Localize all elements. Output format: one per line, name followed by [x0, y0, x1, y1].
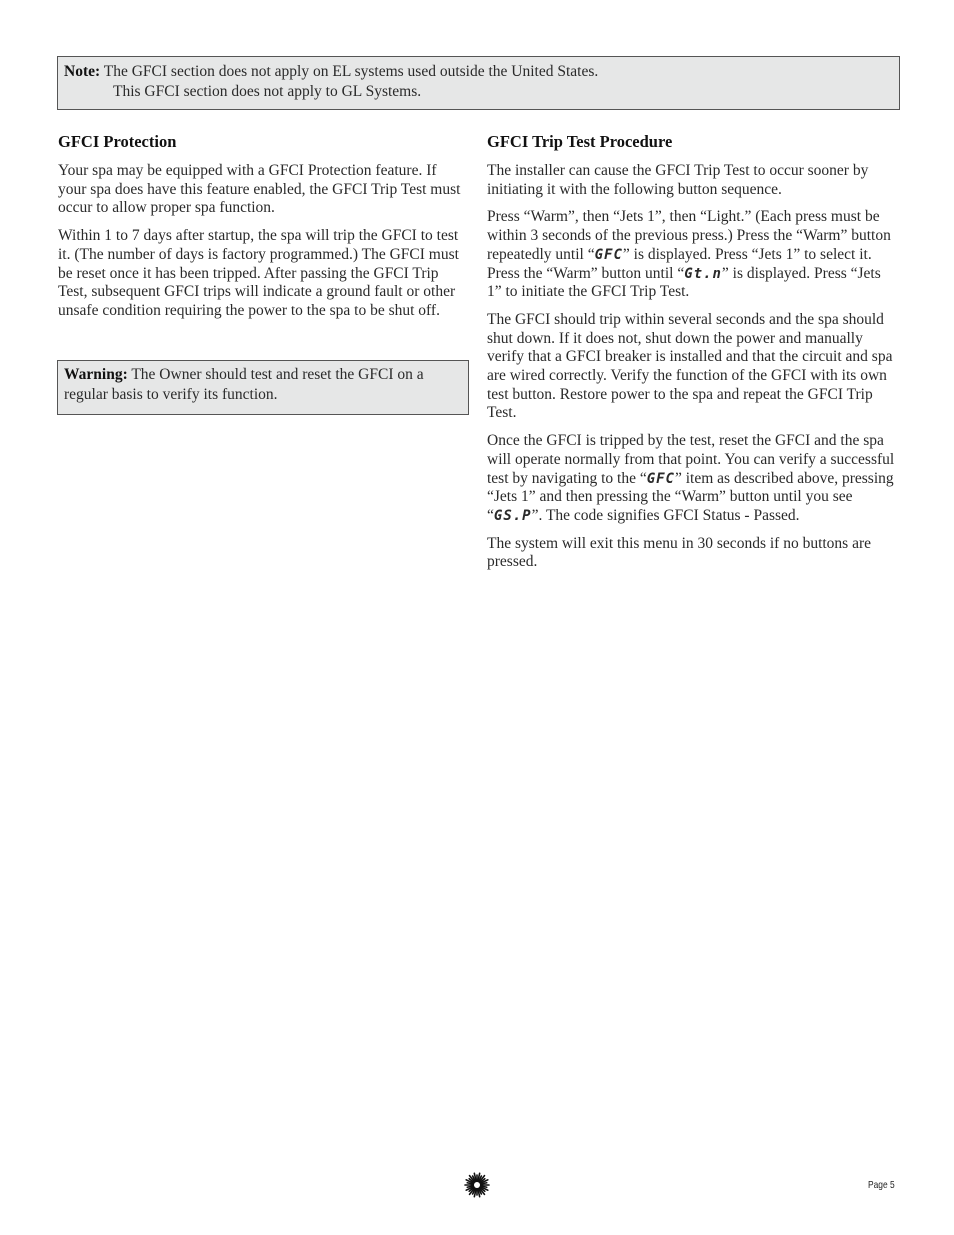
p4-part-c: ”. The code signifies GFCI Status - Passed. — [531, 506, 800, 524]
left-paragraph-1: Your spa may be equipped with a GFCI Protection feature. If your spa does have this feature enabled, the GFCI Trip Test must occur to allow proper spa function. — [58, 162, 461, 217]
sunburst-logo-icon — [464, 1172, 490, 1198]
right-paragraph-5: The system will exit this menu in 30 seconds if no buttons are pressed. — [487, 534, 872, 571]
lcd-code-gfc: GFC — [594, 246, 623, 263]
right-paragraph-2 — [487, 208, 897, 302]
p2-part-b: ” is displayed. Press “Jets 1” to select it. Press the “Warm” button until “ — [487, 245, 872, 282]
right-paragraph-3: The GFCI should trip within several seconds and the spa should shut down. If it does not, shut down the power and manually verify that a GFCI breaker is installed and that the circuit and spa are wired correctly. Verify the function of the GFCI with its own test button. Restore power to the spa and repeat the GFCI Trip Test. — [487, 310, 893, 422]
page-number: Page 5 — [868, 1179, 895, 1191]
left-column — [58, 132, 462, 330]
note-text-2: This GFCI section does not apply to GL Systems. — [113, 83, 422, 100]
right-column — [487, 132, 897, 581]
gfci-protection-heading: GFCI Protection — [58, 132, 177, 151]
trip-test-heading: GFCI Trip Test Procedure — [487, 132, 673, 151]
warning-label: Warning: — [64, 366, 128, 383]
warning-box — [57, 360, 469, 415]
note-line-1 — [64, 62, 893, 82]
note-label: Note: — [64, 63, 101, 80]
lcd-code-gfc-2: GFC — [646, 470, 675, 487]
warning-text: The Owner should test and reset the GFCI on a regular basis to verify its function. — [64, 366, 424, 403]
p2-part-a: Press “Warm”, then “Jets 1”, then “Light.” (Each press must be within 3 seconds of the previous press.) Press the “Warm” button repeatedly until “ — [487, 208, 891, 263]
left-paragraph-2: Within 1 to 7 days after startup, the spa will trip the GFCI to test it. (The number of days is factory programmed.) The GFCI must be reset once it has been tripped. After passing the GFCI Trip Test, subsequent GFCI trips will indicate a ground fault or other unsafe condition requiring the power to the spa to be shut off. — [58, 227, 459, 319]
p2-part-c: ” is displayed. Press “Jets 1” to initiate the GFCI Trip Test. — [487, 264, 881, 301]
lcd-code-gsp: GS.P — [493, 507, 532, 524]
note-text-1: The GFCI section does not apply on EL systems used outside the United States. — [100, 63, 599, 80]
p4-part-b: ” item as described above, pressing “Jets 1” and then pressing the “Warm” button until you see “ — [487, 469, 894, 524]
right-paragraph-1: The installer can cause the GFCI Trip Test to occur sooner by initiating it with the following button sequence. — [487, 162, 869, 198]
right-paragraph-4 — [487, 432, 897, 526]
p4-part-a: Once the GFCI is tripped by the test, reset the GFCI and the spa will operate normally from that point. You can verify a successful test by navigating to the “ — [487, 432, 895, 487]
lcd-code-gtn: Gt.n — [684, 265, 722, 282]
note-box — [57, 56, 900, 110]
